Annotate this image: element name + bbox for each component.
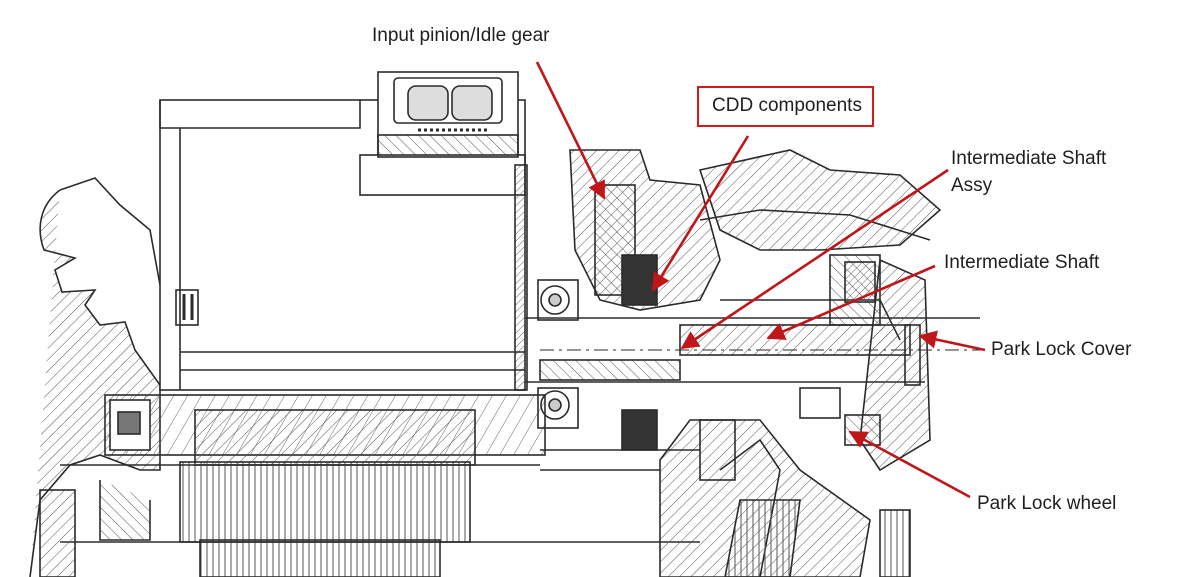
label-cdd-components: CDD components	[697, 86, 874, 127]
label-intermediate-shaft: Intermediate Shaft	[944, 252, 1100, 273]
label-park-lock-cover: Park Lock Cover	[991, 339, 1132, 360]
label-intermediate-shaft-assy: Intermediate Shaft Assy	[951, 148, 1107, 196]
label-input-pinion-idle-gear: Input pinion/Idle gear	[372, 25, 550, 46]
label-park-lock-wheel: Park Lock wheel	[977, 493, 1117, 514]
